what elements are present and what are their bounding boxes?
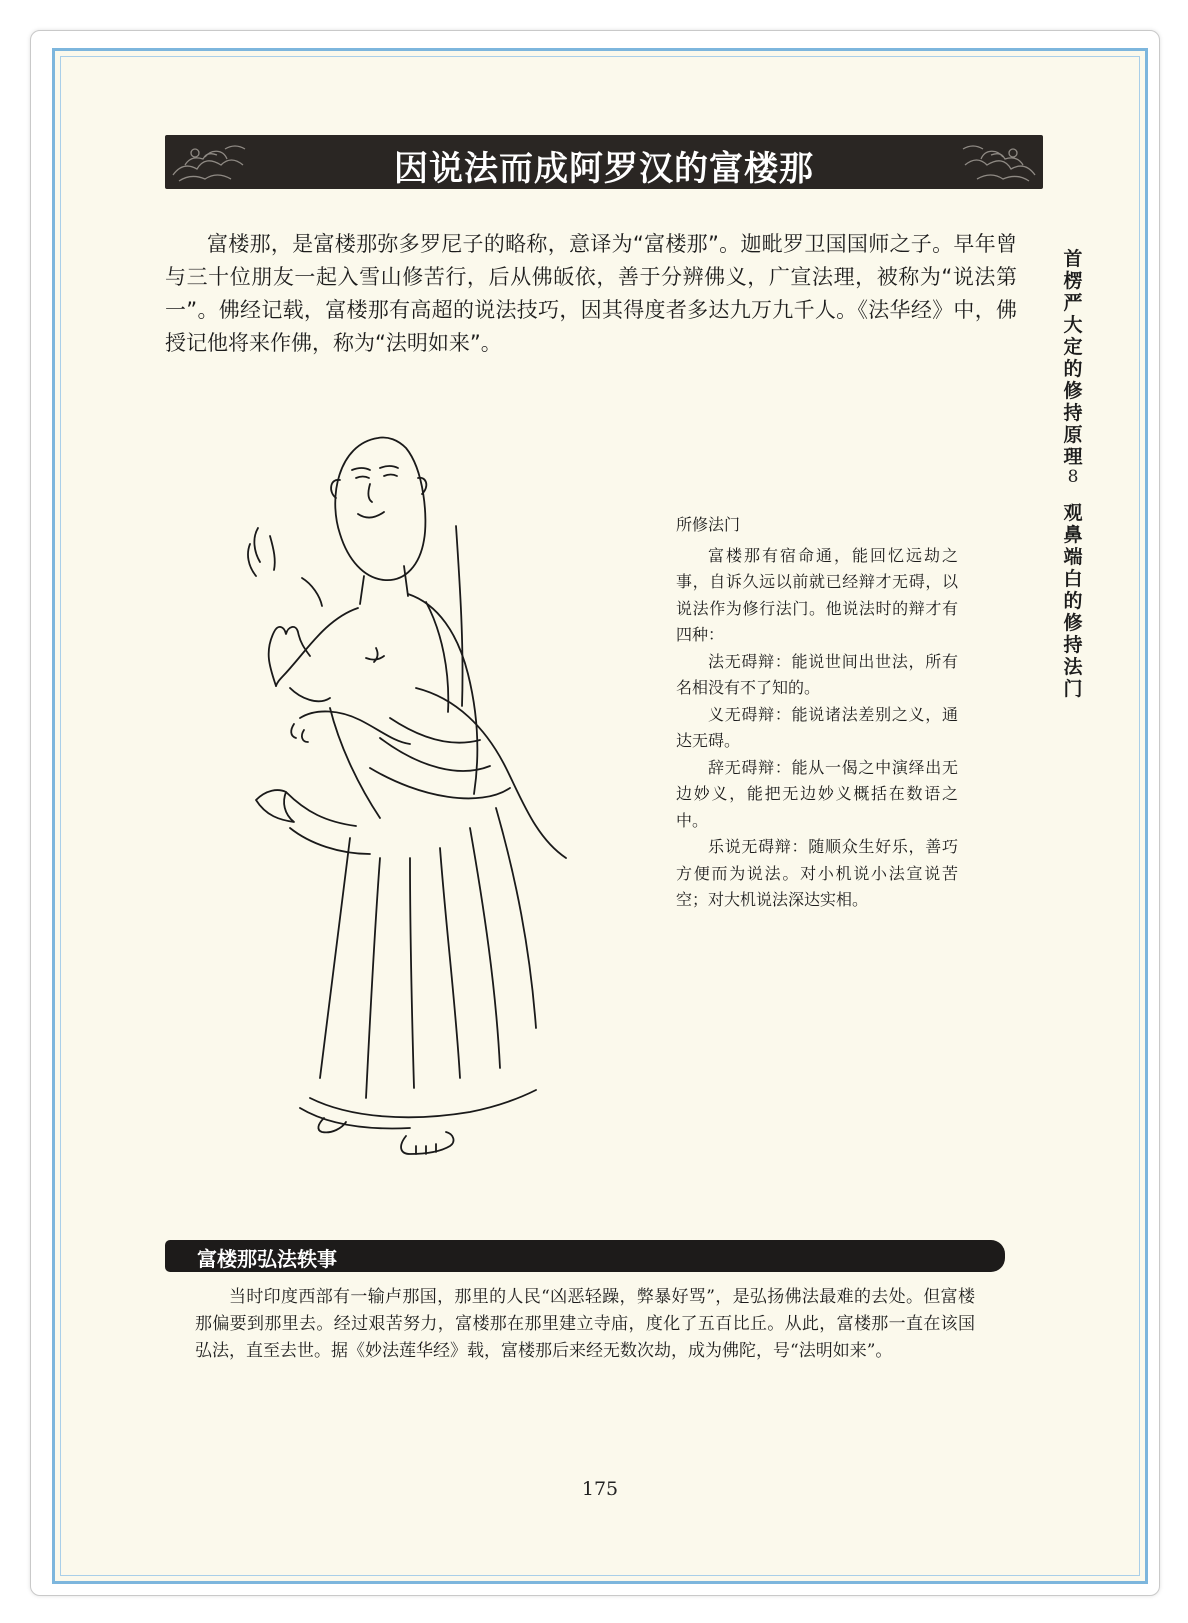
side-heading-char: 的 <box>1063 590 1083 612</box>
intro-paragraph: 富楼那，是富楼那弥多罗尼子的略称，意译为“富楼那”。迦毗罗卫国国师之子。早年曾与三十位朋友一起入雪山修苦行，后从佛皈依，善于分辨佛义，广宣法理，被称为“说法第一”。佛经记载，富楼那有高超的说法技巧，因其得度者多达九万九千人。《法华经》中，佛授记他将来作佛，称为“法明如来”。 <box>165 232 1017 355</box>
note-item-text: 能从一偈之中演绎出无边妙义，能把无边妙义概括在数语之中。 <box>676 757 958 830</box>
side-heading-char: 观 <box>1063 502 1083 524</box>
side-heading-char: 的 <box>1063 358 1083 380</box>
side-heading-lower <box>1058 502 1088 700</box>
note-item-term: 义无碍辩： <box>708 704 792 724</box>
side-heading-char: 修 <box>1063 380 1083 402</box>
side-heading-char: 持 <box>1063 634 1083 656</box>
side-heading-char: 定 <box>1063 336 1083 358</box>
monk-line-drawing-icon <box>230 418 650 1198</box>
intro-text <box>165 228 1017 360</box>
side-heading-char: 大 <box>1063 314 1083 336</box>
side-heading-char: 持 <box>1063 402 1083 424</box>
side-heading-char: 严 <box>1063 292 1083 314</box>
section-heading-bar <box>165 1240 1005 1272</box>
side-heading-char: 鼻 <box>1063 524 1083 546</box>
side-heading-char: 门 <box>1063 678 1083 700</box>
side-heading-upper <box>1058 248 1088 468</box>
note-item <box>676 834 958 914</box>
note-intro: 富楼那有宿命通，能回忆远劫之事，自诉久远以前就已经辩才无碍，以说法作为修行法门。他说法时的辩才有四种： <box>676 545 958 644</box>
side-heading-char: 白 <box>1063 568 1083 590</box>
story-paragraph: 当时印度西部有一输卢那国，那里的人民“凶恶轻躁，弊暴好骂”，是弘扬佛法最难的去处。但富楼那偏要到那里去。经过艰苦努力，富楼那在那里建立寺庙，度化了五百比丘。从此，富楼那一直在该国弘法，直至去世。据《妙法莲华经》载，富楼那后来经无数次劫，成为佛陀，号“法明如来”。 <box>195 1287 975 1361</box>
side-heading-char: 端 <box>1063 546 1083 568</box>
side-heading-char: 原 <box>1063 424 1083 446</box>
note-item <box>676 755 958 835</box>
side-heading-number: 8 <box>1067 467 1079 487</box>
note-item-term: 法无碍辩： <box>708 651 792 671</box>
note-item-term: 辞无碍辩： <box>708 757 792 777</box>
side-heading-char: 首 <box>1063 248 1083 270</box>
story-text <box>195 1284 975 1365</box>
note-title: 所修法门 <box>676 515 741 534</box>
note-item <box>676 649 958 702</box>
title-banner <box>165 135 1043 189</box>
note-item-text: 能说诸法差别之义，通达无碍。 <box>676 704 958 750</box>
note-item-term: 乐说无碍辩： <box>708 837 809 856</box>
side-heading-char: 修 <box>1063 612 1083 634</box>
page-title: 因说法而成阿罗汉的富楼那 <box>394 149 814 189</box>
note-item-text: 随顺众生好乐，善巧方便而为说法。对小机说小法宣说苦空；对大机说法深达实相。 <box>676 837 958 909</box>
sidebar-note <box>676 512 958 914</box>
note-item <box>676 702 958 755</box>
side-heading-char: 理 <box>1063 446 1083 468</box>
side-heading-char: 法 <box>1063 656 1083 678</box>
note-item-text: 能说世间出世法，所有名相没有不了知的。 <box>676 651 958 697</box>
side-heading-char: 楞 <box>1063 270 1083 292</box>
section-heading: 富楼那弘法轶事 <box>197 1247 337 1271</box>
page-number: 175 <box>581 1478 619 1500</box>
